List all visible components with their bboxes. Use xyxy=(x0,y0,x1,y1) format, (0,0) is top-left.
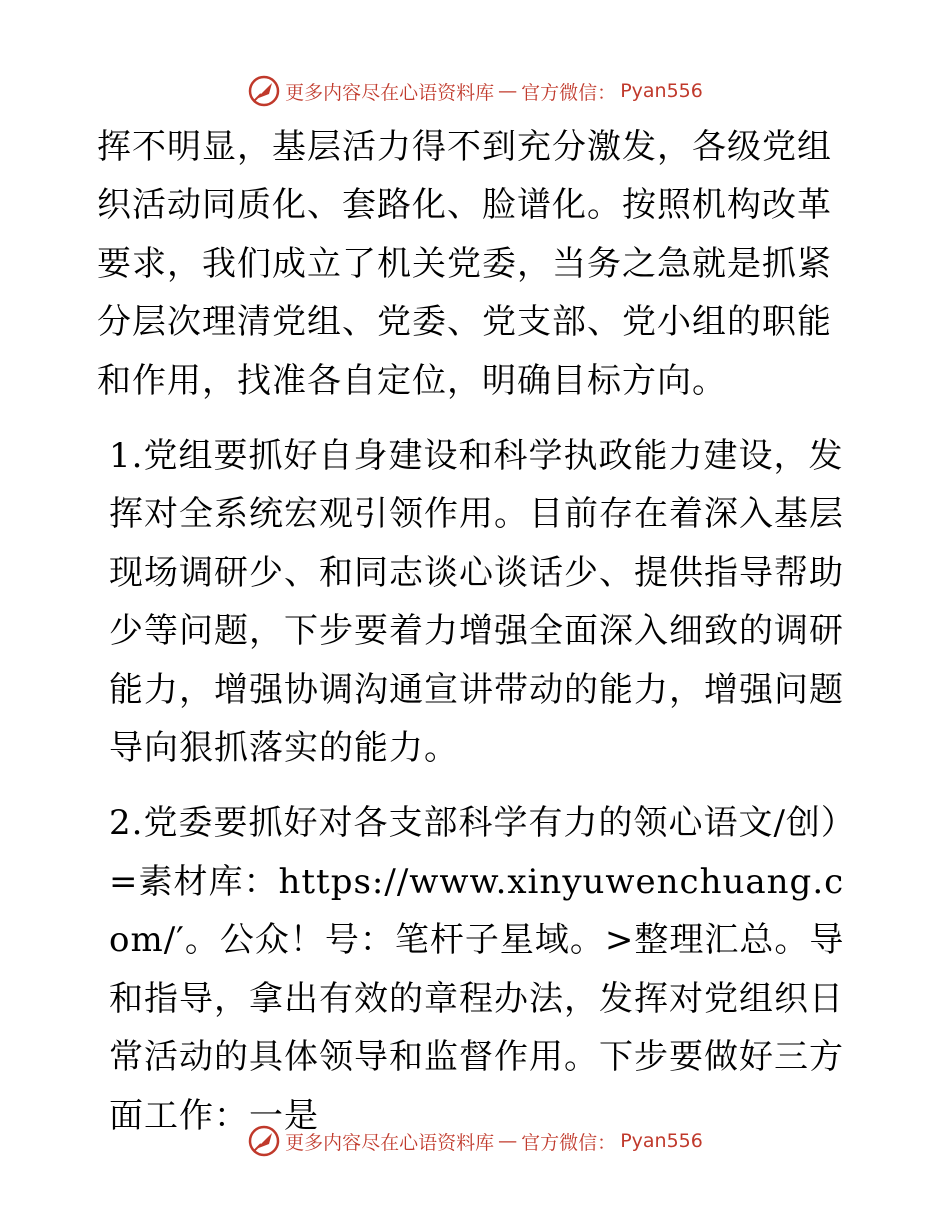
watermark-separator: — xyxy=(498,80,518,102)
watermark-separator: — xyxy=(498,1130,518,1152)
header-watermark xyxy=(0,74,950,108)
quill-logo-icon xyxy=(247,1124,281,1158)
watermark-text: 更多内容尽在心语资料库 xyxy=(285,81,495,104)
document-body xyxy=(97,118,857,1145)
watermark-contact: 官方微信： xyxy=(521,81,617,104)
paragraph-3: 2.党委要抓好对各支部科学有力的领心语文/创）=素材库：https://www.xinyuwenchuang.com/′。公众！号：笔杆子星域。>整理汇总。导和指导，拿出有效的章程办法，发挥对党组织日常活动的具体领导和监督作用。下步要做好三方面工作：一是 xyxy=(109,803,856,1136)
watermark-contact: 官方微信： xyxy=(521,1131,617,1154)
watermark-handle: Pyan556 xyxy=(620,1130,703,1152)
quill-logo-icon xyxy=(247,74,281,108)
footer-watermark xyxy=(0,1124,950,1158)
paragraph-1: 挥不明显，基层活力得不到充分激发，各级党组织活动同质化、套路化、脸谱化。按照机构改革要求，我们成立了机关党委，当务之急就是抓紧分层次理清党组、党委、党支部、党小组的职能和作用，找准各自定位，明确目标方向。 xyxy=(97,127,832,401)
paragraph-2: 1.党组要抓好自身建设和科学执政能力建设，发挥对全系统宏观引领作用。目前存在着深入基层现场调研少、和同志谈心谈话少、提供指导帮助少等问题，下步要着力增强全面深入细致的调研能力，增强协调沟通宣讲带动的能力，增强问题导向狠抓落实的能力。 xyxy=(109,436,844,769)
watermark-handle: Pyan556 xyxy=(620,80,703,102)
watermark-text: 更多内容尽在心语资料库 xyxy=(285,1131,495,1154)
